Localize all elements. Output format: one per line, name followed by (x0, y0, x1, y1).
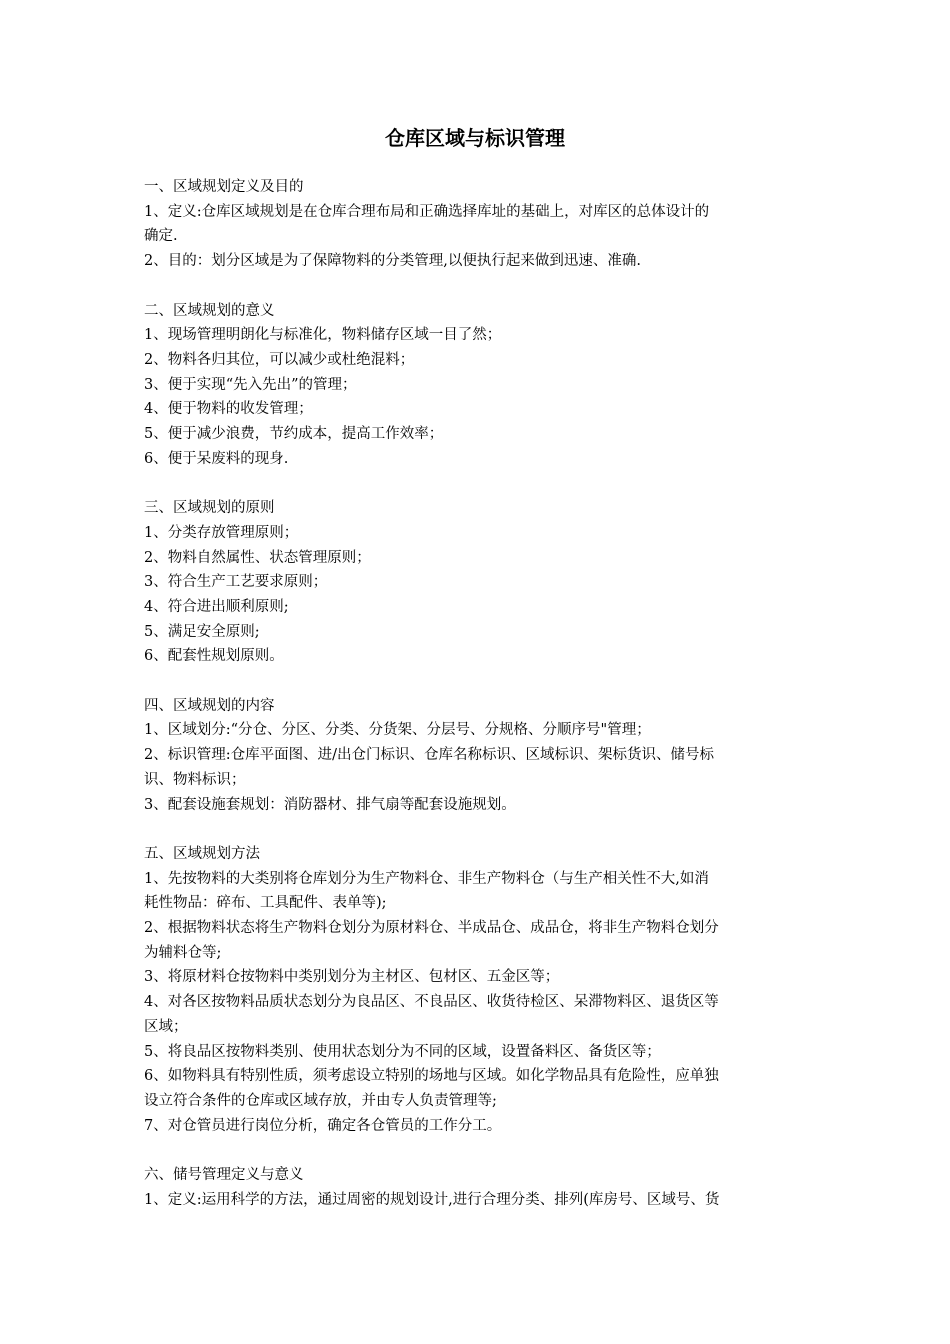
blank-line (144, 274, 812, 299)
body-line: 区域； (144, 1018, 188, 1035)
blank-line (144, 669, 812, 694)
body-line: 4、符合进出顺利原则; (144, 598, 289, 615)
body-line: 耗性物品：碎布、工具配件、表单等); (144, 895, 387, 912)
body-line: 3、配套设施套规划：消防器材、排气扇等配套设施规划。 (144, 796, 516, 813)
body-line: 2、物料各归其位，可以减少或杜绝混料； (144, 351, 415, 368)
blank-line (144, 471, 812, 496)
body-line: 6、如物料具有特别性质，须考虑设立特别的场地与区域。如化学物品具有危险性，应单独 (144, 1068, 719, 1085)
body-line: 5、便于减少浪费，节约成本，提高工作效率； (144, 426, 444, 443)
body-line: 确定. (144, 228, 178, 245)
body-line: 4、便于物料的收发管理； (144, 401, 313, 418)
body-line: 4、对各区按物料品质状态划分为良品区、不良品区、收货待检区、呆滞物料区、退货区等 (144, 994, 719, 1011)
body-line: 1、区域划分:“分仓、分区、分类、分货架、分层号、分规格、分顺序号"管理； (144, 722, 651, 739)
section-heading: 六、储号管理定义与意义 (144, 1167, 304, 1184)
section-heading: 一、区域规划定义及目的 (144, 179, 304, 195)
body-line: 3、符合生产工艺要求原则； (144, 574, 328, 591)
document-title: 仓库区域与标识管理 (385, 126, 565, 150)
body-line: 1、先按物料的大类别将仓库划分为生产物料仓、非生产物料仓（与生产相关性不大,如消 (144, 870, 709, 887)
body-line: 6、便于呆废料的现身. (144, 450, 289, 467)
blank-line (144, 817, 812, 842)
body-line: 1、定义:仓库区域规划是在仓库合理布局和正确选择库址的基础上，对库区的总体设计的 (144, 203, 710, 220)
body-line: 1、定义:运用科学的方法，通过周密的规划设计,进行合理分类、排列(库房号、区域号、货 (144, 1191, 720, 1208)
body-line: 5、将良品区按物料类别、使用状态划分为不同的区域，设置备料区、备货区等； (144, 1043, 661, 1060)
blank-line (144, 1138, 812, 1163)
body-line: 3、便于实现“先入先出”的管理； (144, 376, 357, 393)
body-line: 2、根据物料状态将生产物料仓划分为原材料仓、半成品仓、成品仓，将非生产物料仓划分 (144, 920, 719, 937)
section-heading: 三、区域规划的原则 (144, 500, 275, 517)
body-line: 为辅料仓等; (144, 944, 222, 961)
body-line: 识、物料标识； (144, 771, 246, 788)
body-line: 2、物料自然属性、状态管理原则； (144, 549, 371, 566)
body-line: 1、分类存放管理原则； (144, 524, 299, 541)
body-line: 1、现场管理明朗化与标准化，物料储存区域一目了然； (144, 327, 502, 344)
section-heading: 四、区域规划的内容 (144, 697, 275, 714)
section-heading: 二、区域规划的意义 (144, 302, 275, 319)
body-line: 5、满足安全原则; (144, 623, 260, 640)
body-line: 7、对仓管员进行岗位分析，确定各仓管员的工作分工。 (144, 1117, 502, 1134)
body-line: 设立符合条件的仓库或区域存放，并由专人负责管理等; (144, 1092, 497, 1109)
body-line: 2、标识管理:仓库平面图、进/出仓门标识、仓库名称标识、区域标识、架标货识、储号标 (144, 747, 714, 764)
document-body (144, 175, 812, 1212)
section-heading: 五、区域规划方法 (144, 845, 260, 862)
body-line: 3、将原材料仓按物料中类别划分为主材区、包材区、五金区等； (144, 969, 560, 986)
body-line: 6、配套性规划原则。 (144, 648, 284, 665)
body-line: 2、目的：划分区域是为了保障物料的分类管理,以便执行起来做到迅速、准确. (144, 253, 641, 270)
